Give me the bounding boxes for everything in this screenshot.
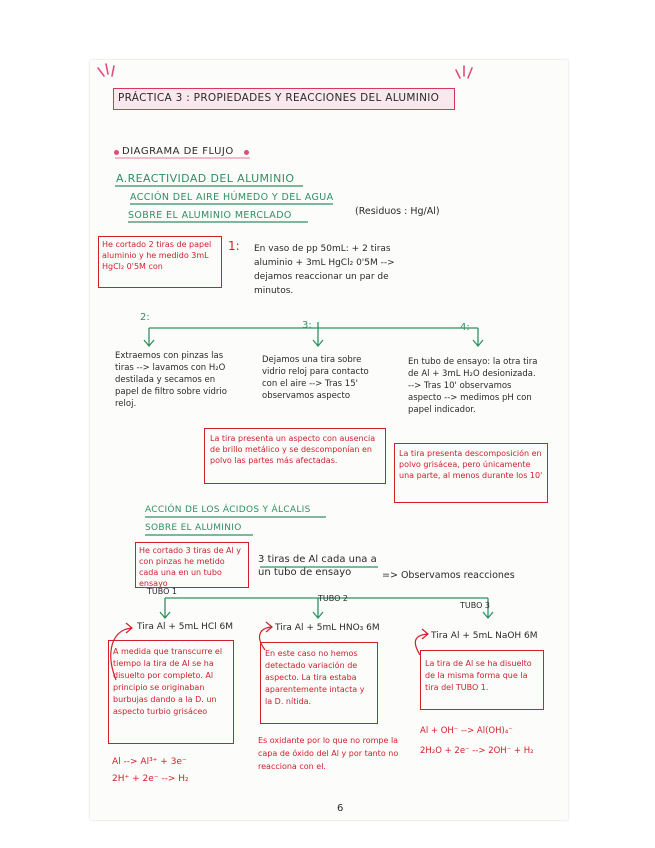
tube-1-heading: Tira Al + 5mL HCl 6M bbox=[137, 622, 233, 632]
step-1-number: 1: bbox=[228, 239, 240, 253]
subsection-a2-line2: SOBRE EL ALUMINIO bbox=[145, 523, 242, 533]
note-box-water-result-text: La tira presenta descomposición en polvo grisácea, pero únicamente una parte, al menos durante los 10' bbox=[399, 449, 543, 480]
tube-3-heading: Tira Al + 5mL NaOH 6M bbox=[431, 631, 538, 641]
note-box-three-strips-text: He cortado 3 tiras de Al y con pinzas he metido cada una en un tubo ensayo bbox=[139, 546, 242, 588]
tube-3-box-text: La tira de Al se ha disuelto de la misma forma que la tira del TUBO 1. bbox=[425, 659, 532, 692]
subsection-a2-line1: ACCIÓN DE LOS ÁCIDOS Y ÁLCALIS bbox=[145, 505, 311, 515]
subsection-a1-line2: SOBRE EL ALUMINIO MERCLADO bbox=[128, 210, 292, 221]
step-3-text: Dejamos una tira sobre vidrio reloj para contacto con el aire --> Tras 15' observamos aspecto bbox=[262, 355, 369, 401]
tubo-3-label: TUBO 3 bbox=[460, 601, 491, 610]
tube-2-note: Es oxidante por lo que no rompe la capa de óxido del Al y por tanto no reacciona con el. bbox=[258, 736, 399, 771]
step-4-text: En tubo de ensayo: la otra tira de Al + 3mL H₂O desionizada. --> Tras 10' observamos aspecto --> medimos pH con papel indicador. bbox=[408, 357, 538, 415]
bullet-dot-left bbox=[114, 150, 119, 155]
subsection-a-title: A.REACTIVIDAD DEL ALUMINIO bbox=[116, 172, 295, 185]
page-number: 6 bbox=[337, 803, 344, 814]
section-heading: DIAGRAMA DE FLUJO bbox=[122, 146, 234, 157]
step-5-text: 3 tiras de Al cada una a un tubo de ensayo bbox=[258, 554, 377, 578]
page-title: PRÁCTICA 3 : PROPIEDADES Y REACCIONES DEL ALUMINIO bbox=[118, 92, 440, 104]
equation-2: 2H⁺ + 2e⁻ --> H₂ bbox=[112, 774, 189, 784]
step-4-number: 4: bbox=[460, 322, 470, 333]
tube-1-box-text: A medida que transcurre el tiempo la tira de Al se ha disuelto por completo. Al principio se originaban burbujas dando a la D. un aspecto turbio grisáceo bbox=[113, 647, 223, 716]
step-3-number: 3: bbox=[302, 320, 312, 331]
bullet-dot-right bbox=[244, 150, 249, 155]
step-2-number: 2: bbox=[140, 312, 150, 323]
tube-2-box-text: En este caso no hemos detectado variación de aspecto. La tira estaba aparentemente intacta y la D. nítida. bbox=[265, 649, 365, 706]
subsection-a1-line1: ACCIÓN DEL AIRE HÚMEDO Y DEL AGUA bbox=[130, 192, 334, 203]
note-box-cut-strips-text: He cortado 2 tiras de papel aluminio y he medido 3mL HgCl₂ 0'5M con bbox=[102, 240, 212, 271]
step-1-text: En vaso de pp 50mL: + 2 tiras aluminio + 3mL HgCl₂ 0'5M --> dejamos reaccionar un par de minutos. bbox=[254, 244, 395, 296]
title-box bbox=[113, 88, 455, 110]
note-box-air-result-text: La tira presenta un aspecto con ausencia de brillo metálico y se descomponían en polvo las partes más afectadas. bbox=[210, 434, 376, 465]
step-2-text: Extraemos con pinzas las tiras --> lavamos con H₂O destilada y secamos en papel de filtro sobre vidrio reloj. bbox=[115, 351, 227, 409]
equation-1: Al --> Al³⁺ + 3e⁻ bbox=[112, 757, 187, 767]
equation-3: Al + OH⁻ --> Al(OH)₄⁻ bbox=[420, 726, 513, 736]
tube-2-heading: Tira Al + 5mL HNO₃ 6M bbox=[275, 623, 380, 633]
tubo-1-label: TUBO 1 bbox=[147, 587, 178, 596]
step-5-result: => Observamos reacciones bbox=[382, 570, 515, 581]
equation-4: 2H₂O + 2e⁻ --> 2OH⁻ + H₂ bbox=[420, 746, 534, 756]
tubo-2-label: TUBO 2 bbox=[318, 594, 349, 603]
residuos-note: (Residuos : Hg/Al) bbox=[355, 206, 440, 217]
